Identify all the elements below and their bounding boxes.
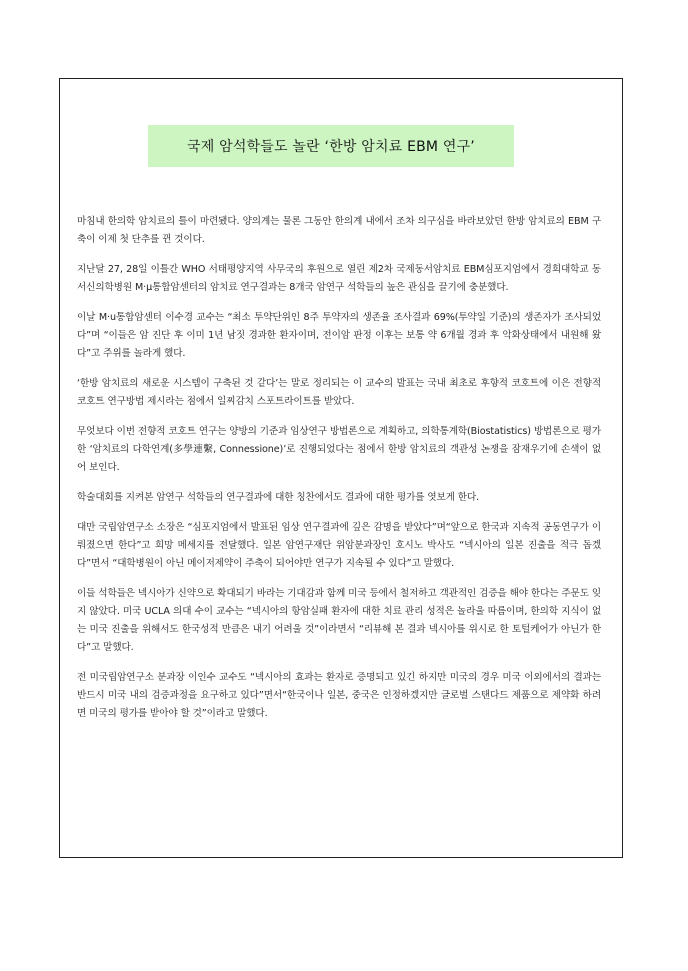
paragraph: 이날 M·u통합암센터 이수경 교수는 “최소 투약단위인 8주 투약자의 생존율 조사결과 69%(투약일 기준)의 생존자가 조사되었다”며 “이들은 암 진단 후 이미 1년 남짓 경과한 환자이며, 전이암 판정 이후는 보통 약 6개월 경과 후 악화상태에서 내원해 왔다”고 주위를 놀라게 했다.: [77, 312, 601, 359]
paragraph: 대만 국립암연구소 소장은 “심포지엄에서 발표된 임상 연구결과에 깊은 감명을 받았다”며“앞으로 한국과 지속적 공동연구가 이뤄졌으면 한다”고 희망 메세지를 전달했다. 일본 암연구재단 위암분과장인 호시노 박사도 “넥시아의 일본 진출을 적극 돕겠다”면서 “대학병원이 아닌 메이저제약이 주축이 되어야만 연구가 지속될 수 있다”고 말했다.: [77, 522, 601, 569]
paragraph: ‘한방 암치료의 새로운 시스템이 구축된 것 같다’는 말로 정리되는 이 교수의 발표는 국내 최초로 후향적 코호트에 이은 전향적 코호트 연구방법 제시라는 점에서 일찌감치 스포트라이트를 받았다.: [77, 378, 601, 407]
paragraph: 전 미국립암연구소 분과장 이인수 교수도 “넥시아의 효과는 환자로 증명되고 있긴 하지만 미국의 경우 미국 이외에서의 결과는 반드시 미국 내의 검증과정을 요구하고 있다”면서“한국이나 일본, 중국은 인정하겠지만 글로벌 스탠다드 제품으로 제약화 하려면 미국의 평가를 받아야 할 것”이라고 말했다.: [77, 672, 601, 719]
paragraph: 마침내 한의학 암치료의 틀이 마련됐다. 양의계는 물론 그동안 한의계 내에서 조차 의구심을 바라보았던 한방 암치료의 EBM 구축이 이제 첫 단추를 뀐 것이다.: [77, 216, 601, 245]
article-title: 국제 암석학들도 놀란 ‘한방 암치료 EBM 연구’: [187, 139, 475, 155]
paragraph: 학술대회를 지켜본 암연구 석학들의 연구결과에 대한 칭찬에서도 결과에 대한 평가를 엿보게 한다.: [77, 492, 480, 503]
article-body: [77, 213, 601, 735]
paragraph: 지난달 27, 28일 이틀간 WHO 서태평양지역 사무국의 후원으로 열린 제2차 국제동서암치료 EBM심포지엄에서 경희대학교 동서신의학병원 M·μ통합암센터의 암치료 연구결과는 8개국 암연구 석학들의 높은 관심을 끌기에 충분했다.: [77, 264, 601, 293]
paragraph: 무엇보다 이번 전향적 코호트 연구는 양방의 기준과 임상연구 방법론으로 계획하고, 의학통계학(Biostatistics) 방법론으로 평가한 ‘암치료의 다학연계(多學連繫, Connessione)’로 진행되었다는 점에서 한방 암치료의 객관성 논쟁을 잠재우기에 손색이 없어 보인다.: [77, 426, 601, 473]
document-frame: [59, 78, 623, 858]
paragraph: 이들 석학들은 넥시아가 신약으로 확대되기 바라는 기대감과 함께 미국 등에서 철저하고 객관적인 검증을 해야 한다는 주문도 잊지 않았다. 미국 UCLA 의대 수이 교수는 “넥시아의 항암실패 환자에 대한 치료 관리 성적은 놀라울 따름이며, 한의학 지식이 없는 미국 진출을 위해서도 한국성적 만큼은 내기 어려울 것”이라면서 “리뷰해 본 결과 넥시아를 위시로 한 토털케어가 아닌가 한다”고 말했다.: [77, 588, 601, 653]
article-title-box: [148, 125, 514, 167]
